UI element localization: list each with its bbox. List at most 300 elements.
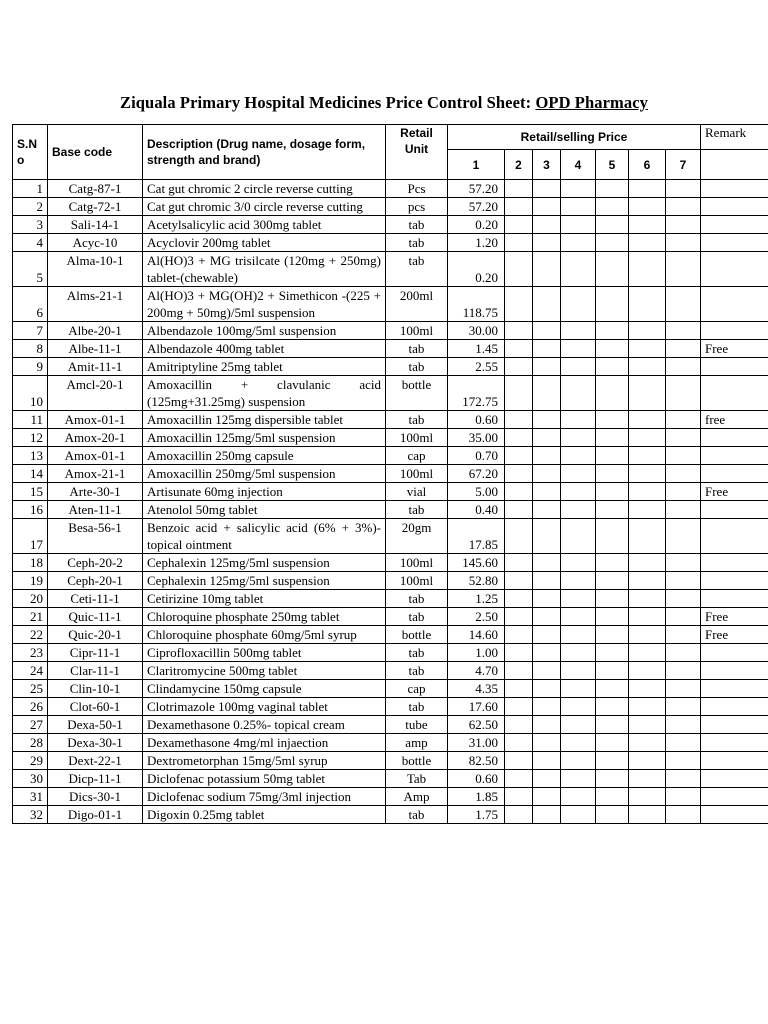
row-remark: Free	[701, 340, 768, 358]
row-sno: 15	[13, 483, 48, 501]
row-price-7	[666, 626, 701, 644]
row-price-6	[629, 554, 666, 572]
row-price-2	[505, 662, 533, 680]
row-price-5	[596, 770, 629, 788]
row-sno: 25	[13, 680, 48, 698]
row-price-2	[505, 788, 533, 806]
row-description: Cat gut chromic 3/0 circle reverse cutting	[143, 198, 386, 216]
header-remark: Remark	[701, 125, 768, 150]
row-price-1: 0.40	[448, 501, 505, 519]
row-description: Amoxacillin + clavulanic acid (125mg+31.25mg) suspension	[143, 376, 386, 411]
row-price-7	[666, 216, 701, 234]
row-price-5	[596, 788, 629, 806]
row-sno: 10	[13, 376, 48, 411]
row-price-2	[505, 734, 533, 752]
row-remark	[701, 180, 768, 198]
row-price-7	[666, 770, 701, 788]
row-sno: 11	[13, 411, 48, 429]
row-price-1: 1.45	[448, 340, 505, 358]
row-price-7	[666, 501, 701, 519]
row-remark: Free	[701, 483, 768, 501]
row-price-1: 0.20	[448, 216, 505, 234]
row-sno: 1	[13, 180, 48, 198]
row-price-5	[596, 287, 629, 322]
row-price-5	[596, 554, 629, 572]
table-row	[13, 519, 768, 554]
row-price-3	[533, 447, 561, 465]
row-retail-unit: Pcs	[386, 180, 448, 198]
row-price-3	[533, 180, 561, 198]
table-row	[13, 465, 768, 483]
row-price-6	[629, 287, 666, 322]
row-price-7	[666, 429, 701, 447]
row-sno: 13	[13, 447, 48, 465]
row-sno: 28	[13, 734, 48, 752]
row-price-4	[561, 287, 596, 322]
row-price-4	[561, 322, 596, 340]
row-price-7	[666, 322, 701, 340]
row-price-4	[561, 788, 596, 806]
row-remark	[701, 216, 768, 234]
row-price-1: 57.20	[448, 180, 505, 198]
row-retail-unit: tab	[386, 806, 448, 824]
row-description: Acetylsalicylic acid 300mg tablet	[143, 216, 386, 234]
table-row	[13, 358, 768, 376]
row-price-2	[505, 376, 533, 411]
table-body	[13, 180, 768, 824]
row-price-2	[505, 198, 533, 216]
row-price-3	[533, 572, 561, 590]
row-retail-unit: tab	[386, 358, 448, 376]
row-description: Ciprofloxacillin 500mg tablet	[143, 644, 386, 662]
row-price-2	[505, 411, 533, 429]
row-retail-unit: 200ml	[386, 287, 448, 322]
row-base-code: Amit-11-1	[48, 358, 143, 376]
row-remark	[701, 572, 768, 590]
row-description: Chloroquine phosphate 60mg/5ml syrup	[143, 626, 386, 644]
header-sno: S.N o	[13, 125, 48, 180]
row-price-3	[533, 340, 561, 358]
row-price-6	[629, 626, 666, 644]
row-price-7	[666, 519, 701, 554]
row-sno: 20	[13, 590, 48, 608]
row-price-7	[666, 340, 701, 358]
row-price-1: 82.50	[448, 752, 505, 770]
row-retail-unit: amp	[386, 734, 448, 752]
row-price-7	[666, 198, 701, 216]
row-description: Dexamethasone 0.25%- topical cream	[143, 716, 386, 734]
row-remark	[701, 198, 768, 216]
row-price-6	[629, 806, 666, 824]
row-price-1: 1.20	[448, 234, 505, 252]
row-base-code: Clar-11-1	[48, 662, 143, 680]
row-price-4	[561, 698, 596, 716]
row-description: Amoxacillin 125mg/5ml suspension	[143, 429, 386, 447]
row-description: Cephalexin 125mg/5ml suspension	[143, 554, 386, 572]
row-price-7	[666, 806, 701, 824]
header-base-code: Base code	[48, 125, 143, 180]
row-price-3	[533, 252, 561, 287]
row-price-7	[666, 234, 701, 252]
row-price-5	[596, 680, 629, 698]
row-price-2	[505, 572, 533, 590]
row-price-1: 145.60	[448, 554, 505, 572]
row-base-code: Clin-10-1	[48, 680, 143, 698]
row-price-3	[533, 519, 561, 554]
row-sno: 21	[13, 608, 48, 626]
row-price-3	[533, 322, 561, 340]
row-price-6	[629, 358, 666, 376]
row-price-5	[596, 252, 629, 287]
row-price-6	[629, 198, 666, 216]
table-row	[13, 752, 768, 770]
row-retail-unit: tab	[386, 501, 448, 519]
row-retail-unit: Amp	[386, 788, 448, 806]
row-base-code: Albe-11-1	[48, 340, 143, 358]
row-price-3	[533, 376, 561, 411]
row-price-6	[629, 465, 666, 483]
row-price-7	[666, 698, 701, 716]
row-price-4	[561, 590, 596, 608]
row-price-1: 1.85	[448, 788, 505, 806]
row-remark: Free	[701, 608, 768, 626]
row-price-3	[533, 608, 561, 626]
row-remark	[701, 752, 768, 770]
row-price-4	[561, 234, 596, 252]
row-price-4	[561, 680, 596, 698]
row-remark	[701, 716, 768, 734]
row-description: Amoxacillin 250mg/5ml suspension	[143, 465, 386, 483]
row-price-3	[533, 734, 561, 752]
row-remark	[701, 698, 768, 716]
row-price-7	[666, 644, 701, 662]
row-retail-unit: vial	[386, 483, 448, 501]
row-price-5	[596, 216, 629, 234]
table-row	[13, 770, 768, 788]
row-price-2	[505, 501, 533, 519]
row-sno: 5	[13, 252, 48, 287]
row-price-6	[629, 501, 666, 519]
row-price-6	[629, 322, 666, 340]
row-retail-unit: cap	[386, 680, 448, 698]
row-sno: 2	[13, 198, 48, 216]
row-price-3	[533, 483, 561, 501]
header-price-col-4: 4	[561, 150, 596, 180]
row-sno: 17	[13, 519, 48, 554]
row-price-7	[666, 608, 701, 626]
row-price-6	[629, 429, 666, 447]
row-price-1: 0.20	[448, 252, 505, 287]
row-price-1: 2.50	[448, 608, 505, 626]
row-price-7	[666, 358, 701, 376]
row-retail-unit: Tab	[386, 770, 448, 788]
row-price-1: 4.70	[448, 662, 505, 680]
row-base-code: Ceph-20-2	[48, 554, 143, 572]
row-price-1: 1.00	[448, 644, 505, 662]
row-sno: 18	[13, 554, 48, 572]
row-price-7	[666, 554, 701, 572]
row-price-7	[666, 716, 701, 734]
row-description: Dexamethasone 4mg/ml injaection	[143, 734, 386, 752]
row-price-4	[561, 216, 596, 234]
row-price-1: 14.60	[448, 626, 505, 644]
row-price-5	[596, 716, 629, 734]
row-price-2	[505, 234, 533, 252]
table-row	[13, 662, 768, 680]
row-price-7	[666, 287, 701, 322]
row-price-3	[533, 590, 561, 608]
row-remark	[701, 680, 768, 698]
table-row	[13, 608, 768, 626]
table-row	[13, 411, 768, 429]
row-description: Diclofenac potassium 50mg tablet	[143, 770, 386, 788]
row-price-5	[596, 180, 629, 198]
row-price-2	[505, 752, 533, 770]
row-price-4	[561, 358, 596, 376]
row-description: Atenolol 50mg tablet	[143, 501, 386, 519]
row-price-3	[533, 501, 561, 519]
row-sno: 23	[13, 644, 48, 662]
row-base-code: Dicp-11-1	[48, 770, 143, 788]
row-price-7	[666, 252, 701, 287]
row-price-1: 31.00	[448, 734, 505, 752]
row-price-3	[533, 626, 561, 644]
row-price-5	[596, 198, 629, 216]
row-price-3	[533, 554, 561, 572]
row-description: Albendazole 100mg/5ml suspension	[143, 322, 386, 340]
row-price-7	[666, 180, 701, 198]
row-base-code: Albe-20-1	[48, 322, 143, 340]
table-row	[13, 180, 768, 198]
header-price-col-3: 3	[533, 150, 561, 180]
table-row	[13, 447, 768, 465]
row-base-code: Acyc-10	[48, 234, 143, 252]
row-price-3	[533, 216, 561, 234]
row-price-2	[505, 716, 533, 734]
row-price-2	[505, 322, 533, 340]
row-description: Cetirizine 10mg tablet	[143, 590, 386, 608]
row-price-2	[505, 806, 533, 824]
row-price-6	[629, 644, 666, 662]
title-pharmacy: OPD Pharmacy	[535, 93, 649, 112]
row-price-7	[666, 752, 701, 770]
row-retail-unit: tab	[386, 252, 448, 287]
row-base-code: Cipr-11-1	[48, 644, 143, 662]
row-base-code: Ceti-11-1	[48, 590, 143, 608]
row-price-5	[596, 572, 629, 590]
row-remark	[701, 590, 768, 608]
row-price-2	[505, 252, 533, 287]
row-retail-unit: 20gm	[386, 519, 448, 554]
row-description: Al(HO)3 + MG trisilcate (120mg + 250mg) tablet-(chewable)	[143, 252, 386, 287]
row-price-4	[561, 716, 596, 734]
row-base-code: Amcl-20-1	[48, 376, 143, 411]
row-price-3	[533, 752, 561, 770]
row-retail-unit: tab	[386, 411, 448, 429]
row-base-code: Clot-60-1	[48, 698, 143, 716]
row-price-5	[596, 752, 629, 770]
row-price-1: 35.00	[448, 429, 505, 447]
row-price-6	[629, 180, 666, 198]
row-price-3	[533, 644, 561, 662]
row-price-1: 4.35	[448, 680, 505, 698]
row-sno: 30	[13, 770, 48, 788]
row-price-1: 5.00	[448, 483, 505, 501]
row-price-6	[629, 340, 666, 358]
row-remark	[701, 322, 768, 340]
table-row	[13, 806, 768, 824]
row-price-3	[533, 680, 561, 698]
row-price-1: 1.25	[448, 590, 505, 608]
row-price-1: 2.55	[448, 358, 505, 376]
table-row	[13, 734, 768, 752]
row-base-code: Amox-01-1	[48, 447, 143, 465]
row-price-7	[666, 447, 701, 465]
row-description: Benzoic acid + salicylic acid (6% + 3%)-topical ointment	[143, 519, 386, 554]
header-retail-price: Retail/selling Price	[448, 125, 701, 150]
row-price-1: 0.60	[448, 411, 505, 429]
row-retail-unit: tab	[386, 608, 448, 626]
row-price-7	[666, 376, 701, 411]
row-price-5	[596, 234, 629, 252]
row-retail-unit: 100ml	[386, 554, 448, 572]
row-base-code: Catg-87-1	[48, 180, 143, 198]
row-price-7	[666, 788, 701, 806]
table-row	[13, 716, 768, 734]
row-remark	[701, 252, 768, 287]
row-retail-unit: bottle	[386, 376, 448, 411]
row-base-code: Quic-11-1	[48, 608, 143, 626]
row-price-1: 52.80	[448, 572, 505, 590]
row-sno: 4	[13, 234, 48, 252]
row-price-1: 0.60	[448, 770, 505, 788]
row-sno: 19	[13, 572, 48, 590]
row-description: Clotrimazole 100mg vaginal tablet	[143, 698, 386, 716]
table-row	[13, 788, 768, 806]
row-price-1: 0.70	[448, 447, 505, 465]
row-price-4	[561, 252, 596, 287]
row-description: Artisunate 60mg injection	[143, 483, 386, 501]
row-description: Amitriptyline 25mg tablet	[143, 358, 386, 376]
table-row	[13, 554, 768, 572]
row-price-3	[533, 411, 561, 429]
row-sno: 8	[13, 340, 48, 358]
header-price-col-6: 6	[629, 150, 666, 180]
row-remark	[701, 287, 768, 322]
row-price-1: 118.75	[448, 287, 505, 322]
row-description: Clindamycine 150mg capsule	[143, 680, 386, 698]
row-base-code: Amox-01-1	[48, 411, 143, 429]
row-price-3	[533, 806, 561, 824]
row-price-4	[561, 519, 596, 554]
row-base-code: Dext-22-1	[48, 752, 143, 770]
row-description: Claritromycine 500mg tablet	[143, 662, 386, 680]
row-price-7	[666, 590, 701, 608]
row-price-5	[596, 698, 629, 716]
row-remark	[701, 554, 768, 572]
row-price-3	[533, 465, 561, 483]
row-price-3	[533, 287, 561, 322]
row-base-code: Ceph-20-1	[48, 572, 143, 590]
header-price-col-2: 2	[505, 150, 533, 180]
row-retail-unit: tab	[386, 340, 448, 358]
row-price-3	[533, 429, 561, 447]
table-row	[13, 252, 768, 287]
row-price-4	[561, 752, 596, 770]
row-price-2	[505, 519, 533, 554]
row-price-3	[533, 234, 561, 252]
table-row	[13, 322, 768, 340]
row-price-5	[596, 662, 629, 680]
row-retail-unit: 100ml	[386, 572, 448, 590]
table-row	[13, 483, 768, 501]
row-retail-unit: 100ml	[386, 465, 448, 483]
row-price-4	[561, 806, 596, 824]
row-price-5	[596, 429, 629, 447]
row-sno: 16	[13, 501, 48, 519]
row-price-6	[629, 216, 666, 234]
row-price-5	[596, 447, 629, 465]
row-base-code: Quic-20-1	[48, 626, 143, 644]
row-price-3	[533, 788, 561, 806]
row-price-3	[533, 698, 561, 716]
row-price-4	[561, 501, 596, 519]
row-price-7	[666, 572, 701, 590]
row-price-4	[561, 734, 596, 752]
row-sno: 32	[13, 806, 48, 824]
table-row	[13, 234, 768, 252]
row-price-4	[561, 376, 596, 411]
row-price-5	[596, 322, 629, 340]
row-sno: 29	[13, 752, 48, 770]
row-price-1: 1.75	[448, 806, 505, 824]
row-price-2	[505, 554, 533, 572]
row-remark	[701, 234, 768, 252]
row-price-5	[596, 340, 629, 358]
row-price-2	[505, 680, 533, 698]
row-description: Diclofenac sodium 75mg/3ml injection	[143, 788, 386, 806]
row-price-7	[666, 411, 701, 429]
row-price-7	[666, 662, 701, 680]
row-price-7	[666, 465, 701, 483]
row-price-4	[561, 340, 596, 358]
row-base-code: Dics-30-1	[48, 788, 143, 806]
row-price-2	[505, 216, 533, 234]
row-price-5	[596, 806, 629, 824]
table-row	[13, 429, 768, 447]
row-price-2	[505, 698, 533, 716]
row-price-6	[629, 770, 666, 788]
row-price-2	[505, 340, 533, 358]
row-remark	[701, 465, 768, 483]
row-description: Chloroquine phosphate 250mg tablet	[143, 608, 386, 626]
row-base-code: Besa-56-1	[48, 519, 143, 554]
row-price-2	[505, 465, 533, 483]
row-description: Amoxacillin 250mg capsule	[143, 447, 386, 465]
row-price-2	[505, 483, 533, 501]
row-price-2	[505, 590, 533, 608]
table-row	[13, 216, 768, 234]
row-price-5	[596, 376, 629, 411]
price-control-table	[12, 124, 768, 824]
row-remark	[701, 788, 768, 806]
row-price-6	[629, 608, 666, 626]
row-price-1: 17.60	[448, 698, 505, 716]
row-retail-unit: tab	[386, 698, 448, 716]
row-price-2	[505, 358, 533, 376]
row-price-4	[561, 770, 596, 788]
row-price-2	[505, 180, 533, 198]
